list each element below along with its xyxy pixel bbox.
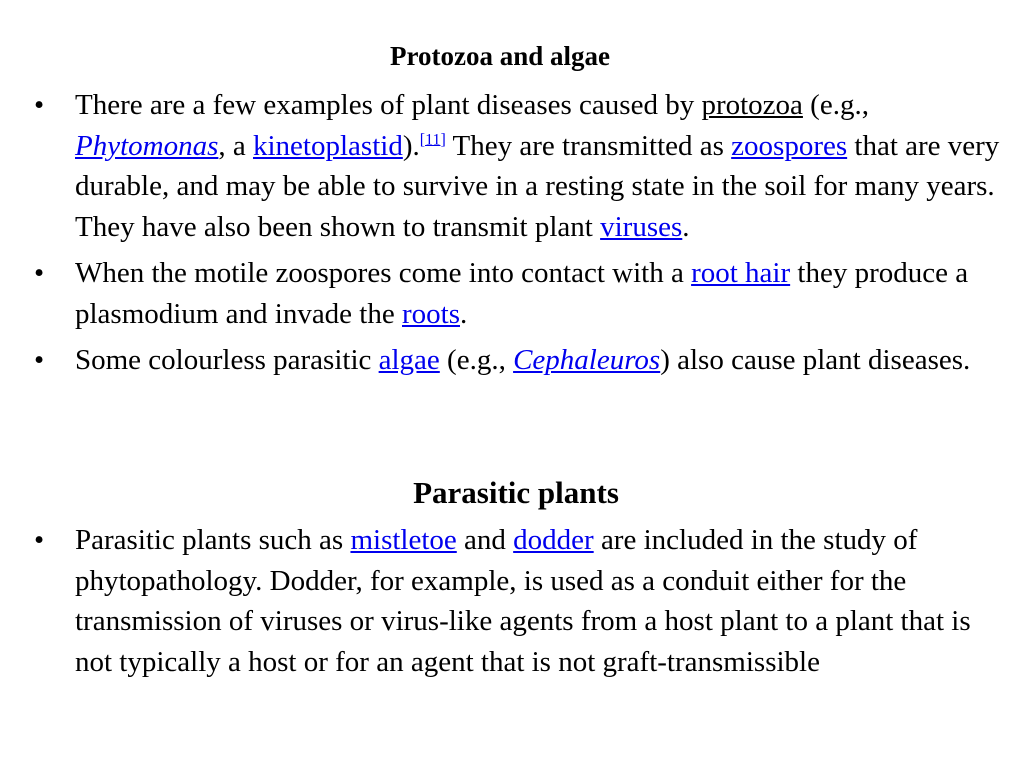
text-segment: ) also cause plant diseases. [660,344,971,376]
slide-title: Protozoa and algae [390,41,610,71]
link-kinetoplastid[interactable]: kinetoplastid [253,129,403,162]
text-segment: and [456,524,514,556]
citation-link-11[interactable]: [11] [419,130,446,148]
bullet-item-zoospores [0,253,1000,334]
link-cephaleuros[interactable]: Cephaleuros [513,344,661,376]
text-segment: . [460,297,468,330]
text-segment: When the motile zoospores come into contact with a [75,257,692,289]
bullet-list-parasitic-plants [0,520,1000,688]
bullet-item-parasitic-plants [0,520,1000,682]
bullet-dot: • [34,89,45,121]
text-segment: There are a few examples of plant diseases caused by [75,89,702,121]
link-algae[interactable]: algae [378,344,440,376]
bullet-item-algae [0,340,1000,381]
link-mistletoe[interactable]: mistletoe [350,524,457,556]
bullet-dot: • [34,344,45,376]
text-segment: (e.g., [439,344,514,376]
text-segment: ). [402,129,420,162]
text-segment: Some colourless parasitic [75,344,379,376]
link-viruses[interactable]: viruses [600,210,683,243]
bullet-list-protozoa [0,85,1000,387]
bullet-dot: • [34,257,45,289]
text-segment: , a [218,129,253,162]
text-segment: They are transmitted as [445,129,732,162]
text-segment: . [682,210,690,243]
text-segment: (e.g., [802,89,869,121]
text-segment: Parasitic plants such as [75,524,351,556]
link-phytomonas[interactable]: Phytomonas [75,129,219,162]
link-dodder[interactable]: dodder [513,524,594,556]
text-segment: they produce a plasmodium and invade the [75,257,969,330]
link-protozoa[interactable]: protozoa [701,89,803,121]
bullet-item-protozoa [0,85,1000,247]
bullet-dot: • [34,524,45,556]
link-root-hair[interactable]: root hair [691,257,791,289]
text-segment: that are very durable, and may be able to survive in a resting state in the soil for many years. They have also been shown to transmit plant [75,129,1000,243]
text-segment: are included in the study of phytopathology. Dodder, for example, is used as a conduit either for the transmission of viruses or virus-like agents from a host plant to a plant that is not typically a host or for an agent that is not graft-transmissible [75,524,971,678]
section-heading-parasitic-plants: Parasitic plants [413,475,619,510]
link-roots[interactable]: roots [402,297,460,330]
link-zoospores[interactable]: zoospores [731,129,848,162]
